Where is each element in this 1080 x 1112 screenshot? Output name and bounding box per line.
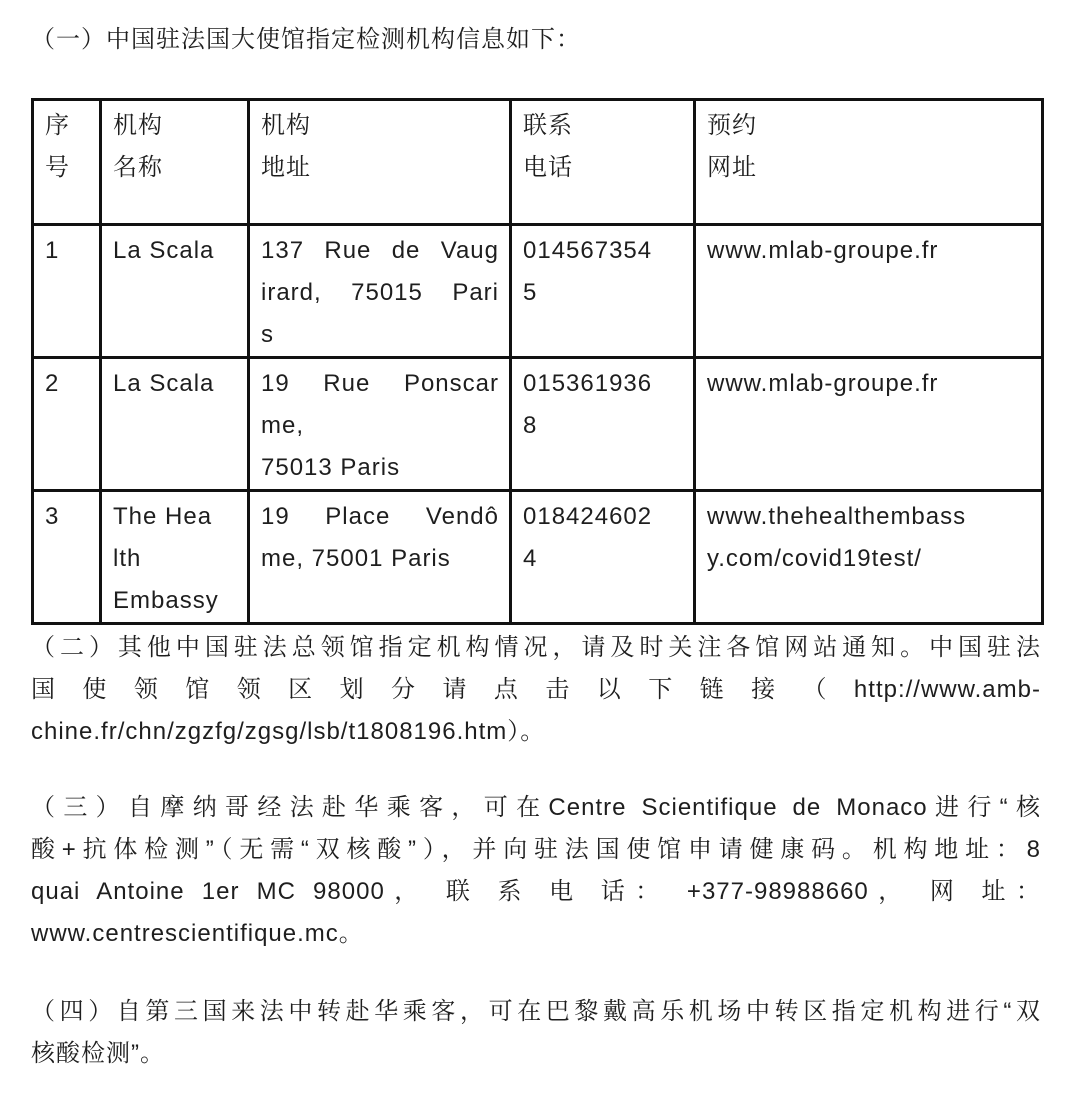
- cell-phone: [511, 100, 695, 225]
- paragraph-line: （四）自第三国来法中转赴华乘客，可在巴黎戴高乐机场中转区指定机构进行“双: [31, 998, 1041, 1025]
- cell-line: 8: [523, 412, 538, 439]
- cell-address: [249, 358, 511, 491]
- cell-line: 号: [45, 154, 70, 181]
- table-header-row: [33, 100, 1043, 225]
- cell-line: 2: [45, 370, 60, 397]
- cell-line: 3: [45, 503, 60, 530]
- cell-name: [101, 100, 249, 225]
- cell-line: 机构: [113, 112, 163, 139]
- cell-line: 018424602: [523, 503, 653, 530]
- cell-line: 4: [523, 545, 538, 572]
- cell-line: 联系: [523, 112, 573, 139]
- cell-address: [249, 100, 511, 225]
- cell-name: [101, 358, 249, 491]
- cell-index: [33, 491, 101, 624]
- cell-index: [33, 100, 101, 225]
- cell-line: La Scala: [113, 370, 215, 397]
- cell-line: 名称: [113, 154, 163, 181]
- cell-line: 机构: [261, 112, 311, 139]
- cell-website: [695, 491, 1043, 624]
- cell-line: lth: [113, 545, 142, 572]
- cell-line: 19 Place Vendô: [261, 503, 499, 530]
- cell-line: 19 Rue Ponscar: [261, 370, 499, 397]
- cell-name: [101, 225, 249, 358]
- table-row: [33, 225, 1043, 358]
- cell-line: me,: [261, 412, 305, 439]
- cell-line: 014567354: [523, 237, 653, 264]
- cell-line: y.com/covid19test/: [707, 545, 922, 572]
- cell-line: me, 75001 Paris: [261, 545, 451, 572]
- cell-line: irard, 75015 Pari: [261, 279, 499, 306]
- cell-line: www.mlab-groupe.fr: [707, 370, 939, 397]
- cell-website: [695, 225, 1043, 358]
- paragraph-line: （三）自摩纳哥经法赴华乘客，可在Centre Scientifique de Monaco进行“核: [31, 794, 1041, 821]
- section-1-heading: [31, 19, 1041, 61]
- paragraph-line: www.centrescientifique.mc。: [31, 920, 364, 947]
- paragraph-3: [31, 787, 1041, 955]
- paragraph-line: 核酸检测”。: [31, 1040, 165, 1067]
- cell-name: [101, 491, 249, 624]
- paragraph-line: 国 使 领 馆 领 区 划 分 请 点 击 以 下 链 接 （ http://www.amb-: [31, 676, 1041, 703]
- cell-line: www.thehealthembass: [707, 503, 967, 530]
- cell-phone: [511, 225, 695, 358]
- paragraph-line: chine.fr/chn/zgzfg/zgsg/lsb/t1808196.htm）。: [31, 718, 546, 745]
- cell-line: Embassy: [113, 587, 219, 614]
- paragraph-line: quai Antoine 1er MC 98000， 联 系 电 话： +377-98988660， 网 址：: [31, 878, 1041, 905]
- cell-line: 网址: [707, 154, 757, 181]
- cell-line: The Hea: [113, 503, 213, 530]
- cell-address: [249, 225, 511, 358]
- cell-line: La Scala: [113, 237, 215, 264]
- cell-line: 地址: [261, 154, 311, 181]
- cell-line: 1: [45, 237, 60, 264]
- cell-line: 电话: [523, 154, 573, 181]
- cell-line: 序: [45, 112, 70, 139]
- paragraph-4: [31, 991, 1041, 1075]
- cell-line: 015361936: [523, 370, 653, 397]
- table-row: [33, 491, 1043, 624]
- heading-text: （一）中国驻法国大使馆指定检测机构信息如下：: [31, 26, 581, 53]
- table-row: [33, 358, 1043, 491]
- paragraph-line: （二）其他中国驻法总领馆指定机构情况，请及时关注各馆网站通知。中国驻法: [31, 634, 1041, 661]
- cell-phone: [511, 358, 695, 491]
- cell-website: [695, 358, 1043, 491]
- testing-institutions-table: [31, 98, 1044, 625]
- cell-line: s: [261, 321, 274, 348]
- cell-index: [33, 358, 101, 491]
- cell-index: [33, 225, 101, 358]
- paragraph-2: [31, 627, 1041, 753]
- cell-address: [249, 491, 511, 624]
- cell-phone: [511, 491, 695, 624]
- cell-line: 75013 Paris: [261, 454, 401, 481]
- cell-line: 预约: [707, 112, 757, 139]
- cell-website: [695, 100, 1043, 225]
- cell-line: www.mlab-groupe.fr: [707, 237, 939, 264]
- cell-line: 137 Rue de Vaug: [261, 237, 499, 264]
- cell-line: 5: [523, 279, 538, 306]
- paragraph-line: 酸+抗体检测”（无需“双核酸”），并向驻法国使馆申请健康码。机构地址：8: [31, 836, 1041, 863]
